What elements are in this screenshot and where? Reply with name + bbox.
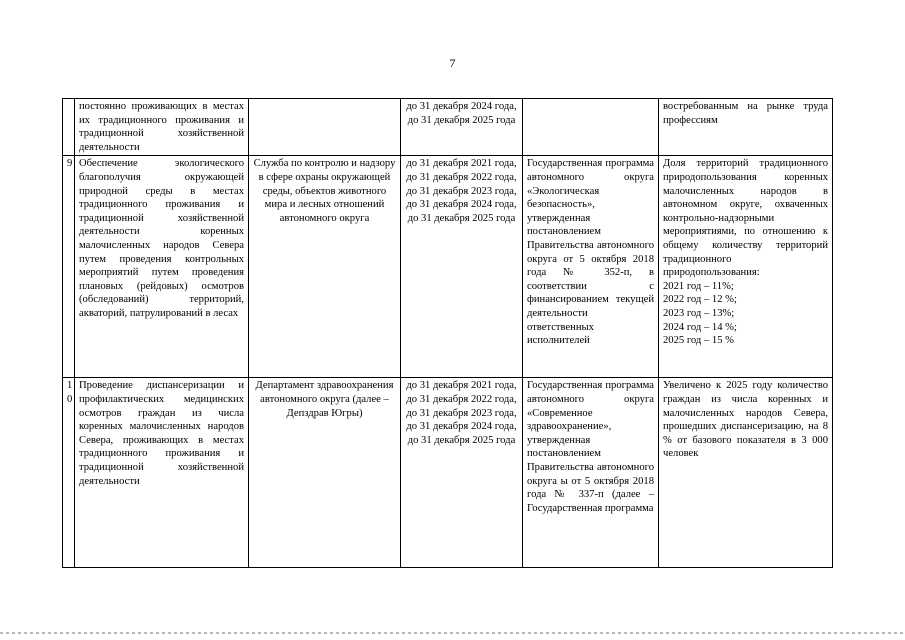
row-number: 10 bbox=[63, 378, 75, 568]
table-row bbox=[63, 378, 833, 568]
program-cell: Государственная программа автономного округа «Современное здравоохранение», утвержденная постановлением Правительства автономного округа ы от 5 октября 2018 года № 337-п (далее – Государственная программа bbox=[523, 378, 659, 568]
program-cell bbox=[523, 99, 659, 156]
deadline-line: до 31 декабря 2024 года, bbox=[406, 199, 517, 211]
deadline-line: до 31 декабря 2021 года, bbox=[406, 380, 517, 392]
responsible-cell bbox=[249, 99, 401, 156]
deadline-cell bbox=[401, 156, 523, 378]
deadline-cell bbox=[401, 99, 523, 156]
deadline-line: до 31 декабря 2025 года bbox=[407, 114, 516, 126]
measures-table bbox=[62, 98, 833, 568]
row-number: 9 bbox=[63, 156, 75, 378]
result-line: 2025 год – 15 % bbox=[663, 335, 734, 347]
table-row bbox=[63, 156, 833, 378]
deadline-line: до 31 декабря 2021 года, bbox=[406, 158, 517, 170]
result-cell: Увеличено к 2025 году количество граждан из числа коренных и малочисленных народов Севера, прошедших диспансеризацию, на 8 % от базового показателя в 3 000 человек bbox=[659, 378, 833, 568]
result-line: 2023 год – 13%; bbox=[663, 307, 735, 319]
table-row bbox=[63, 99, 833, 156]
scan-edge-artifact bbox=[0, 632, 905, 634]
deadline-line: до 31 декабря 2022 года, bbox=[406, 171, 517, 183]
responsible-cell: Служба по контролю и надзору в сфере охраны окружающей среды, объектов животного мира и лесных отношений автономного округа bbox=[249, 156, 401, 378]
responsible-cell: Департамент здравоохранения автономного округа (далее – Депздрав Югры) bbox=[249, 378, 401, 568]
deadline-line: до 31 декабря 2024 года, bbox=[406, 101, 517, 112]
result-cell bbox=[659, 156, 833, 378]
deadline-cell bbox=[401, 378, 523, 568]
result-intro: Доля территорий традиционного природопользования коренных малочисленных народов в автономном округе, охваченных контрольно-надзорными мероприятиями, по отношению к общему количеству территорий традиционного природопользования: bbox=[663, 158, 828, 279]
event-cell: постоянно проживающих в местах их традиционного проживания и традиционной хозяйственной деятельности bbox=[75, 99, 249, 156]
deadline-line: до 31 декабря 2025 года bbox=[407, 434, 516, 446]
event-cell: Проведение диспансеризации и профилактических медицинских осмотров граждан из числа коренных малочисленных народов Севера, проживающих в местах традиционного проживания и традиционной хозяйственной деятельности bbox=[75, 378, 249, 568]
result-cell: востребованным на рынке труда профессиям bbox=[659, 99, 833, 156]
program-cell: Государственная программа автономного округа «Экологическая безопасность», утвержденная постановлением Правительства автономного округа от 5 октября 2018 года № 352-п, в соответствии с финансированием текущей деятельности ответственных исполнителей bbox=[523, 156, 659, 378]
deadline-line: до 31 декабря 2023 года, bbox=[406, 407, 517, 419]
page-number: 7 bbox=[449, 56, 456, 70]
result-line: 2024 год – 14 %; bbox=[663, 321, 737, 333]
event-cell: Обеспечение экологического благополучия окружающей природной среды в местах традиционного проживания и традиционной хозяйственной деятельности коренных малочисленных народов Севера путем проведения контрольных мероприятий путем проведения плановых (рейдовых) осмотров (обследований) территорий, акваторий, патрулирований в лесах bbox=[75, 156, 249, 378]
row-number bbox=[63, 99, 75, 156]
deadline-line: до 31 декабря 2022 года, bbox=[406, 393, 517, 405]
deadline-line: до 31 декабря 2024 года, bbox=[406, 421, 517, 433]
deadline-line: до 31 декабря 2023 года, bbox=[406, 185, 517, 197]
result-line: 2022 год – 12 %; bbox=[663, 294, 737, 306]
deadline-line: до 31 декабря 2025 года bbox=[407, 212, 516, 224]
result-line: 2021 год – 11%; bbox=[663, 280, 734, 292]
